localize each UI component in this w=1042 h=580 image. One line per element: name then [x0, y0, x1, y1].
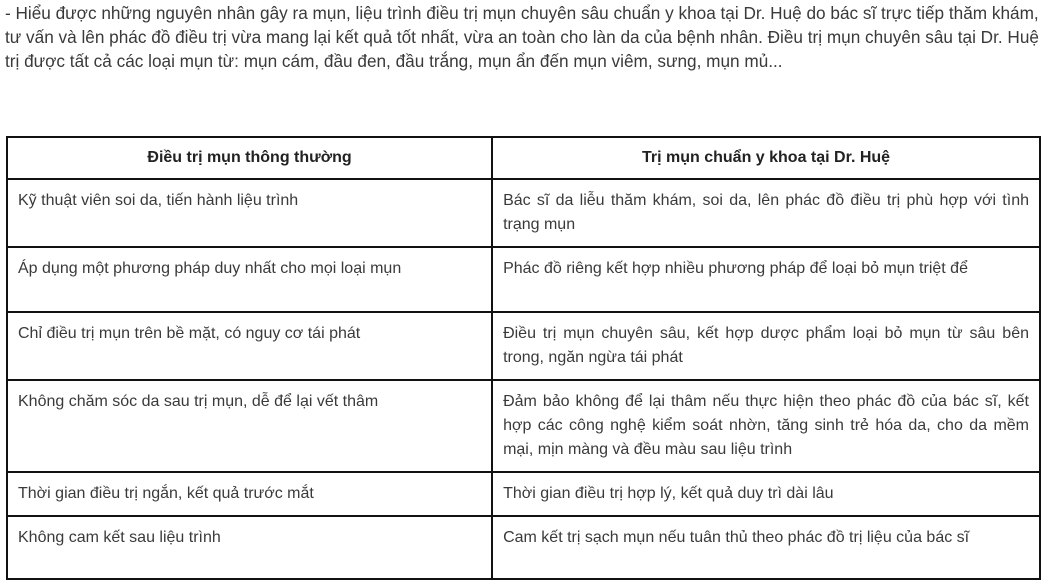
dr-hue-cell: Đảm bảo không để lại thâm nếu thực hiện theo phác đồ của bác sĩ, kết hợp các công nghệ kiểm soát nhờn, tăng sinh trẻ hóa da, cho da mềm mại, mịn màng và đều màu sau liệu trình [492, 380, 1040, 472]
dr-hue-cell: Bác sĩ da liễu thăm khám, soi da, lên phác đồ điều trị phù hợp với tình trạng mụn [492, 179, 1040, 247]
intro-paragraph: - Hiểu được những nguyên nhân gây ra mụn, liệu trình điều trị mụn chuyên sâu chuẩn y khoa tại Dr. Huệ do bác sĩ trực tiếp thăm khám, tư vấn và lên phác đồ điều trị vừa mang lại kết quả tốt nhất, vừa an toàn cho làn da của bệnh nhân. Điều trị mụn chuyên sâu tại Dr. Huệ trị được tất cả các loại mụn từ: mụn cám, đầu đen, đầu trắng, mụn ẩn đến mụn viêm, sưng, mụn mủ... [5, 3, 1039, 71]
conventional-cell: Áp dụng một phương pháp duy nhất cho mọi loại mụn [7, 247, 492, 312]
conventional-cell: Thời gian điều trị ngắn, kết quả trước mắt [7, 472, 492, 516]
dr-hue-cell: Thời gian điều trị hợp lý, kết quả duy trì dài lâu [492, 472, 1040, 516]
header-dr-hue-treatment: Trị mụn chuẩn y khoa tại Dr. Huệ [492, 137, 1040, 179]
conventional-cell: Không cam kết sau liệu trình [7, 516, 492, 579]
comparison-table [6, 136, 1041, 580]
conventional-cell: Chỉ điều trị mụn trên bề mặt, có nguy cơ tái phát [7, 312, 492, 380]
table-header-row [7, 137, 1040, 179]
conventional-cell: Không chăm sóc da sau trị mụn, dễ để lại vết thâm [7, 380, 492, 472]
table-row [7, 472, 1040, 516]
conventional-cell: Kỹ thuật viên soi da, tiến hành liệu trình [7, 179, 492, 247]
table-row [7, 380, 1040, 472]
table-row [7, 247, 1040, 312]
dr-hue-cell: Điều trị mụn chuyên sâu, kết hợp dược phẩm loại bỏ mụn từ sâu bên trong, ngăn ngừa tái phát [492, 312, 1040, 380]
table-row [7, 312, 1040, 380]
table-row [7, 516, 1040, 579]
dr-hue-cell: Phác đồ riêng kết hợp nhiều phương pháp để loại bỏ mụn triệt để [492, 247, 1040, 312]
header-conventional-treatment: Điều trị mụn thông thường [7, 137, 492, 179]
table-row [7, 179, 1040, 247]
dr-hue-cell: Cam kết trị sạch mụn nếu tuân thủ theo phác đồ trị liệu của bác sĩ [492, 516, 1040, 579]
